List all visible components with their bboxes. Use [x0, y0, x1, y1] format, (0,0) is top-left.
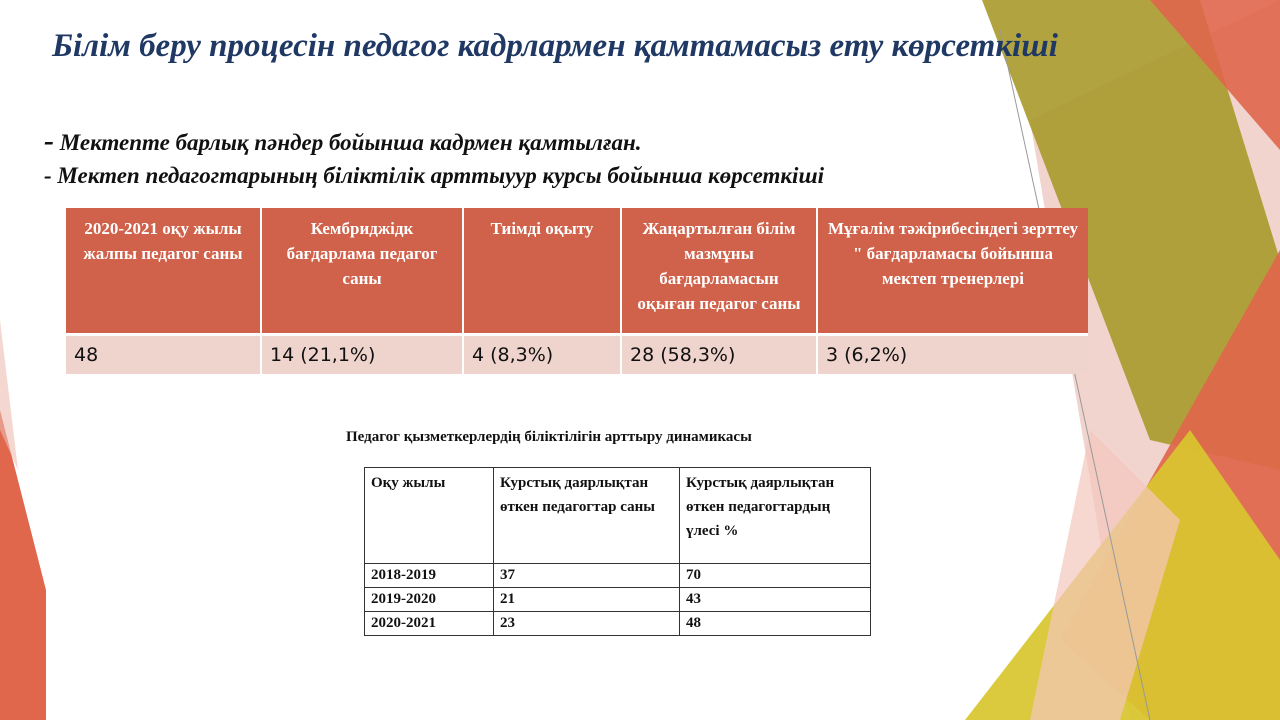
- left-orange-shape: [0, 410, 46, 720]
- bullet-text: Мектепте барлық пәндер бойынша кадрмен қамтылған.: [59, 130, 642, 155]
- table-cell: 23: [494, 612, 680, 636]
- table-row: [66, 334, 1088, 374]
- table-cell: 37: [494, 564, 680, 588]
- header-school-trainers: Мұғалім тәжірибесіндегі зерттеу " бағдарламасы бойынша мектеп тренерлері: [817, 208, 1088, 334]
- table-cell: 2020-2021: [365, 612, 494, 636]
- teacher-statistics-table: [66, 208, 1088, 374]
- header-cambridge: Кембриджідк бағдарлама педагог саны: [261, 208, 463, 334]
- header-updated-content: Жаңартылған білім мазмұны бағдарламасын оқыған педагог саны: [621, 208, 817, 334]
- slide-title: Білім беру процесін педагог кадрлармен қамтамасыз ету көрсеткіші: [52, 28, 1058, 64]
- bullet-list: [44, 124, 824, 192]
- qualification-dynamics-table: [364, 467, 871, 636]
- bullet-text: Мектеп педагогтарының біліктілік арттыуур курсы бойынша көрсеткіші: [57, 163, 824, 188]
- table-row: [365, 588, 871, 612]
- table-cell: 70: [680, 564, 871, 588]
- header-academic-year: Оқу жылы: [365, 468, 494, 564]
- dynamics-subtitle: Педагог қызметкерлердің біліктілігін арттыру динамикасы: [346, 429, 752, 445]
- table-cell: 3 (6,2%): [817, 334, 1088, 374]
- bullet-item: [44, 124, 824, 159]
- table-row: [365, 564, 871, 588]
- table-row: [365, 612, 871, 636]
- table-cell: 2019-2020: [365, 588, 494, 612]
- table-cell: 14 (21,1%): [261, 334, 463, 374]
- table-cell: 48: [680, 612, 871, 636]
- table-cell: 2018-2019: [365, 564, 494, 588]
- table-header-row: [365, 468, 871, 564]
- header-effective-teaching: Тиімді оқыту: [463, 208, 621, 334]
- header-trained-count: Курстық даярлықтан өткен педагогтар саны: [494, 468, 680, 564]
- table-cell: 21: [494, 588, 680, 612]
- table-cell: 28 (58,3%): [621, 334, 817, 374]
- bullet-dash: -: [44, 124, 54, 157]
- table-header-row: [66, 208, 1088, 334]
- bullet-dash: -: [44, 163, 52, 188]
- bullet-item: [44, 159, 824, 192]
- table-cell: 43: [680, 588, 871, 612]
- header-trained-share: Курстық даярлықтан өткен педагогтардың үлесі %: [680, 468, 871, 564]
- header-total-teachers: 2020-2021 оқу жылы жалпы педагог саны: [66, 208, 261, 334]
- table-cell: 4 (8,3%): [463, 334, 621, 374]
- table-cell: 48: [66, 334, 261, 374]
